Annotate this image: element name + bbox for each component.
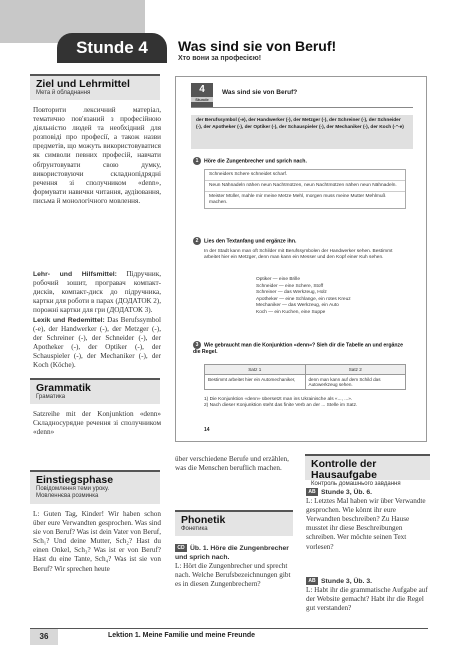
preview-exercise-3: 3 Wie gebraucht man die Konjunktion «denn»? Sieh dir die Tabelle an und ergänze die Regel. [193,342,404,355]
grammatik-text: Satzreihe mit der Konjunktion «denn» Складносурядне речення зі сполучником «denn» [33,410,161,437]
stunde-badge: Stunde 4 [57,33,167,63]
preview-ex2-list: Optiker — eine Brille Schneider — eine Schere, Stoff Schreiner — das Werkzeug, Holz Apotheker — eine Schlange, ein rotes Kreuz Mechaniker — das Werkzeug, ein Auto Koch — ein Kuchen, eine Suppe [256,277,351,315]
exercise-number-icon: 2 [193,237,201,245]
section-kontrolle: Kontrolle der Hausaufgabe Контроль домашнього завдання [305,454,430,480]
preview-grammar-table: Satz 1 Satz 2 Bestimmt arbeitet hier ein Automechaniker, denn man kann auf dem Schild das Autowerkzeug sehen. [204,364,406,390]
workbook-icon: AB [306,488,318,496]
phonetik-text: CD Üb. 1. Höre die Zungenbrecher und sprich nach. L: Hört die Zungenbrecher und sprecht nach. Welche Berufsbezeichnungen gibt es in diesen Zungenbrechern? [175,545,291,589]
kontrolle-task-1: AB Stunde 3, Üb. 6. L: Letztes Mal haben wir über Verwandte gesprochen. Wie könnt ihr eure Verwandten beschreiben? Zu Hause musstet ihr diese Beschreibungen schreiben. Wer möchte seinen Text vorlesen? [306,489,426,551]
workbook-icon: AB [306,577,318,585]
exercise-number-icon: 3 [193,341,201,349]
middle-intro-text: über verschiedene Berufe und erzählen, was die Menschen beruflich machen. [175,455,289,473]
lesson-title: Was sind sie von Beruf! [178,38,337,54]
preview-exercise-2: 2 Lies den Textanfang und ergänze ihn. [193,237,296,245]
section-einstieg: Einstiegsphase Повідомлення теми уроку. Мовленнєва розминка [30,470,160,504]
preview-stunde-number: 4 Stunde [191,83,213,107]
kontrolle-task-2: AB Stunde 3, Üb. 3. L: Habt ihr die grammatische Aufgabe auf der Website gemacht? Habt ihr die Regel gut verstanden? [306,578,428,613]
preview-tongue-twisters: Schneiders Schere schneidet scharf. Neun Nähnadeln nähen neun Nachtmützen, neun Nachtmützen nähen neun Nähnadeln. Meister Müller, mahle mir meine Metze Mehl, morgen muss meine Mutter Mehlmuß machen. [204,169,406,209]
lesson-footer-title: Lektion 1. Meine Familie und meine Freunde [108,632,256,639]
preview-title: Was sind sie von Beruf? [222,89,298,96]
textbook-page-preview [175,76,427,442]
page-number: 36 [30,629,58,645]
preview-rules: 1) Die Konjunktion «denn» übersetzt man ins Ukrainische als «..., ...». 2) Nach dieser Konjunktion steht das finite Verb an der ... Stelle im Satz. [204,397,358,408]
lehrmittel-text: Lehr- und Hilfsmittel: Підручник, робочий зошит, програвач компакт-дисків, компакт-диск до підручника, картки для роботи в парах (ДОДАТОК 2), порожні картки для гри (ДОДАТОК 3). [33,270,161,315]
page-footer [30,628,428,644]
preview-ex2-text: In der Stadt kann man oft Schilder mit Berufssymbolen der Handwerker sehen. Bestimmt arbeitet hier ein Metzger, denn man kann ein Messer und den Kopf einer Kuh sehen. [204,249,393,260]
preview-exercise-1: 1 Höre die Zungenbrecher und sprich nach. [193,157,307,165]
preview-page-number: 14 [204,427,210,433]
preview-divider [191,107,413,108]
preview-vocab-box: der Berufssymbol (-e), der Handwerker (-), der Metzger (-), der Schreiner (-), der Schneider (-), der Apotheker (-), der Optiker (-), der Schauspieler (-), der Mechaniker (-), der Koch (-"-e) [191,115,413,149]
ziel-text: Повторити лексичний матеріал, тематично пов'язаний з професійною діяльністю людей та необхідний для розповіді про професії, а також назви предметів, що можуть використовуватися як символи певних професій, навчати обґрунтовувати свою думку, використовуючи складнопідрядні речення зі сполучником «denn», формувати навички читання, аудіювання, письма й монологічного мовлення. [33,106,161,205]
exercise-number-icon: 1 [193,157,201,165]
lexik-text: Lexik und Redemittel: Das Berufssymbol (-e), der Handwerker (-), der Metzger (-), der Schreiner (-), der Schneider (-), der Apotheker (-), der Optiker (-), der Schauspieler (-), der Mechaniker (-), der Koch (Köche). [33,316,161,370]
cd-icon: CD [175,544,187,552]
section-phonetik: Phonetik Фонетика [175,510,293,536]
lesson-subtitle: Хто вони за професією! [178,55,262,62]
section-grammatik: Grammatik Граматика [30,378,160,404]
einstieg-text: L: Guten Tag, Kinder! Wir haben schon über eure Verwandten gesprochen. Was sind sie von Beruf? Was ist dein Vater von Beruf, Sch₁? Und deine Mutter, Sch₂? Hast du einen Onkel, Sch₃? Was ist er von Beruf? Hast du eine Tante, Sch₄? Was ist sie von Beruf? Wir sprechen heute [33,510,161,573]
section-ziel: Ziel und Lehrmittel Мета й обладнання [30,74,160,100]
